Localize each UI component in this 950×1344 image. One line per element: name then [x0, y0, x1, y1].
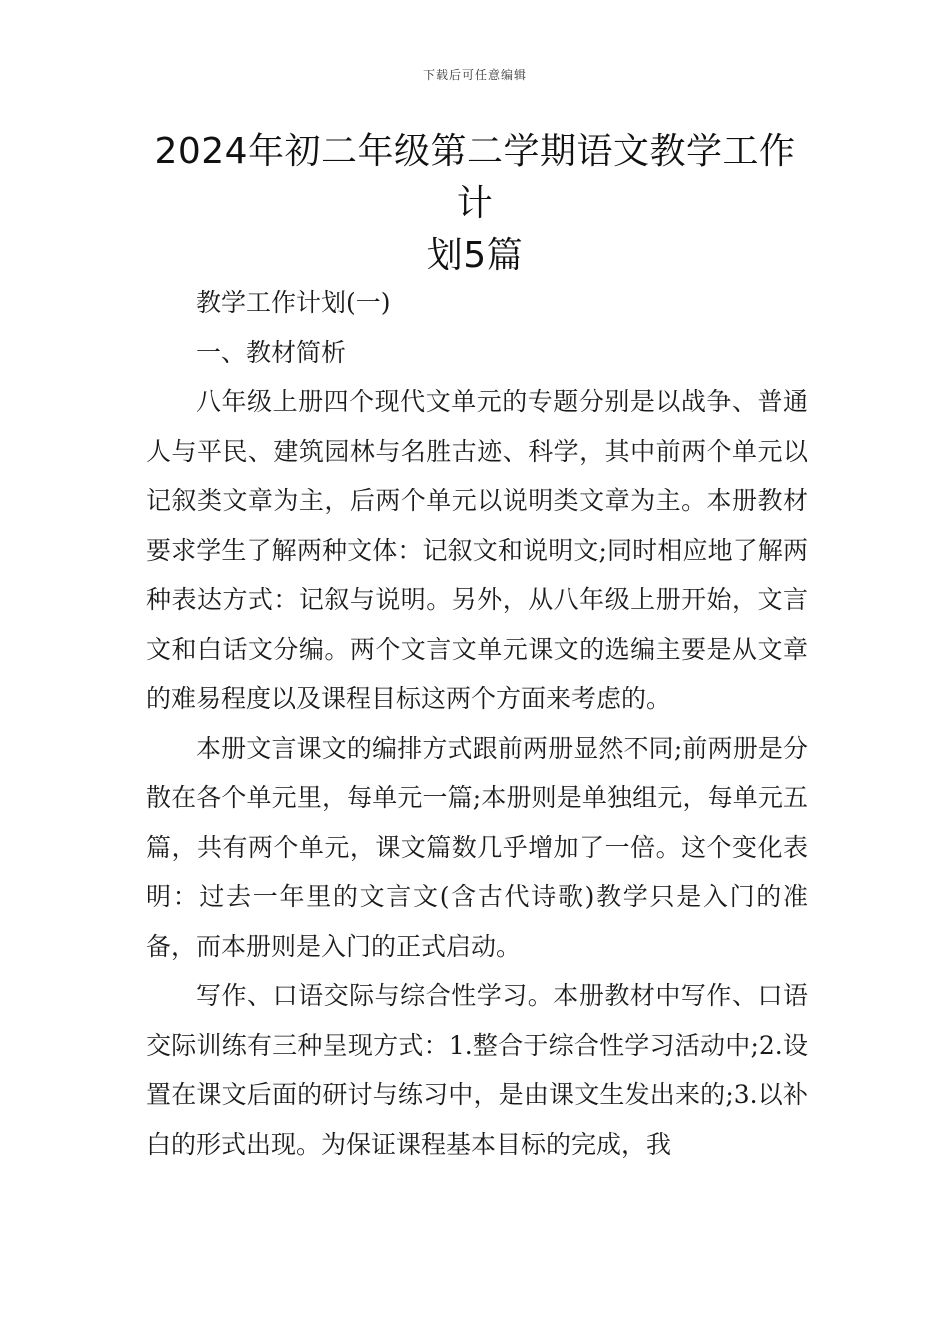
document-title — [140, 126, 810, 282]
document-body — [146, 278, 808, 1169]
section-heading: 教学工作计划(一) — [196, 288, 391, 317]
header-note: 下载后可任意编辑 — [422, 68, 527, 82]
title-line-1: 2024年初二年级第二学期语文教学工作计 — [154, 131, 796, 224]
body-paragraph: 写作、口语交际与综合性学习。本册教材中写作、口语交际训练有三种呈现方式：1.整合于综合性学习活动中;2.设置在课文后面的研讨与练习中，是由课文生发出来的;3.以补白的形式出现。为保证课程基本目标的完成，我 — [146, 981, 808, 1159]
body-paragraph: 八年级上册四个现代文单元的专题分别是以战争、普通人与平民、建筑园林与名胜古迹、科学，其中前两个单元以记叙类文章为主，后两个单元以说明类文章为主。本册教材要求学生了解两种文体：记叙文和说明文;同时相应地了解两种表达方式：记叙与说明。另外，从八年级上册开始，文言文和白话文分编。两个文言文单元课文的选编主要是从文章的难易程度以及课程目标这两个方面来考虑的。 — [146, 387, 808, 713]
title-line-2: 划5篇 — [426, 235, 524, 276]
body-paragraph: 本册文言课文的编排方式跟前两册显然不同;前两册是分散在各个单元里，每单元一篇;本册则是单独组元，每单元五篇，共有两个单元，课文篇数几乎增加了一倍。这个变化表明：过去一年里的文言文(含古代诗歌)教学只是入门的准备，而本册则是入门的正式启动。 — [146, 733, 808, 961]
subsection-heading: 一、教材简析 — [196, 337, 347, 367]
